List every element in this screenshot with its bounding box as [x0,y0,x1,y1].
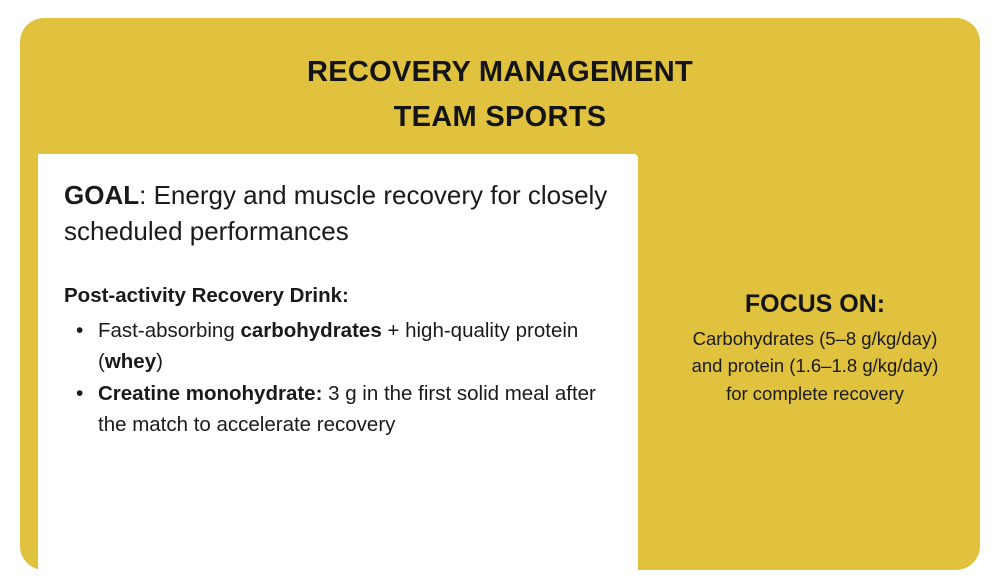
bullet-1-text-2: + high-quality protein ( [98,318,579,373]
list-item [64,379,612,441]
bullet-2-text-1: 3 g in the first solid meal after the match to accelerate recovery [98,382,596,436]
list-item [64,316,612,378]
focus-title: FOCUS ON: [744,290,886,318]
content-panel [38,154,638,570]
focus-block [650,290,980,407]
card-title-line-1: RECOVERY MANAGEMENT [307,56,693,88]
recovery-card [20,18,980,570]
recovery-bullet-list [64,316,612,441]
focus-line-3: for complete recovery [726,382,904,404]
bullet-2-bold-1: Creatine monohydrate: [98,382,323,406]
goal-text: Energy and muscle recovery for closely scheduled performances [64,180,608,246]
card-title-line-2: TEAM SPORTS [393,100,607,133]
bullet-1-bold-2: whey [104,349,157,373]
bullet-1-bold-1: carbohydrates [240,318,382,342]
bullet-1-text-1: Fast-absorbing [98,318,241,342]
recovery-drink-subheading: Post-activity Recovery Drink: [64,283,349,307]
card-title [20,50,980,140]
focus-line-2: and protein (1.6–1.8 g/kg/day) [691,355,939,377]
goal-separator: : [139,180,154,210]
bullet-1-text-3: ) [156,349,163,373]
focus-body [650,325,980,407]
focus-line-1: Carbohydrates (5–8 g/kg/day) [692,328,938,349]
goal-label: GOAL [64,180,140,210]
goal-statement [64,178,612,250]
